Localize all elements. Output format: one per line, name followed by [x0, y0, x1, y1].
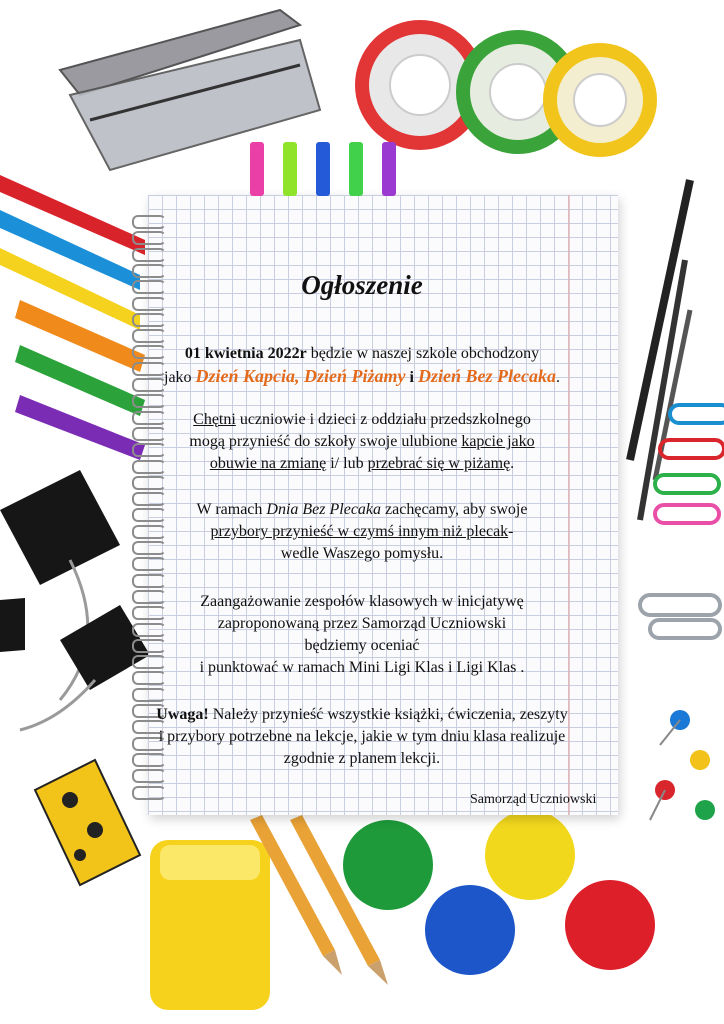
spiral-ring	[132, 786, 166, 800]
signature: Samorząd Uczniowski	[470, 792, 597, 807]
event-no-backpack: Dzień Bez Plecaka	[418, 366, 556, 386]
text-span: W ramach	[196, 501, 267, 518]
spiral-ring	[132, 688, 166, 702]
event-date: 01 kwietnia 2022r	[184, 345, 307, 362]
spiral-ring	[132, 394, 166, 408]
text-span: uczniowie i dzieci z oddziału przedszkolnego	[235, 411, 531, 428]
text-span: wedle Waszego pomysłu.	[280, 545, 444, 562]
text-span: Uwaga!	[156, 706, 209, 723]
clothespin-blue	[316, 142, 330, 196]
clothespin-pink	[250, 142, 264, 196]
text-span: i przybory potrzebne na lekcje, jakie w tym dniu klasa realizuje	[158, 728, 566, 745]
text-span: zaproponowaną przez Samorząd Uczniowski	[217, 615, 507, 632]
paragraph-date	[100, 343, 624, 389]
clothespin-green	[283, 142, 297, 196]
paragraph-no-backpack	[100, 499, 624, 565]
sharpener-icon	[150, 840, 270, 1010]
text-span: kapcie jako	[461, 433, 535, 450]
text-span: -	[508, 523, 514, 540]
clothespin-purple	[382, 142, 396, 196]
spiral-ring	[132, 329, 166, 343]
brushes-icon	[630, 180, 690, 520]
text-span: i/ lub	[326, 455, 368, 472]
text-span: .	[510, 455, 515, 472]
spiral-ring	[132, 313, 166, 327]
tape-rolls-icon	[362, 27, 650, 150]
text-span: będziemy oceniać	[304, 637, 420, 654]
paragraph-note	[100, 704, 624, 770]
spiral-ring	[132, 231, 166, 245]
announcement-title: Ogłoszenie	[301, 270, 423, 300]
text-span: jako	[164, 369, 196, 386]
text-span: .	[555, 369, 560, 386]
text-span: będzie w naszej szkole obchodzony	[306, 345, 540, 362]
text-span: Zaangażowanie zespołów klasowych w inicjatywę	[200, 593, 524, 610]
text-span: mogą przynieść do szkoły swoje ulubione	[189, 433, 462, 450]
text-span: i	[405, 369, 418, 386]
push-pins-icon	[650, 710, 715, 820]
paragraph-participants	[100, 409, 624, 475]
stapler-icon	[60, 10, 320, 170]
paragraph-competition	[100, 591, 624, 679]
magnets-icon	[343, 810, 655, 975]
text-span: Należy przynieść wszystkie książki, ćwiczenia, zeszyty	[208, 706, 568, 723]
text-span: zgodnie z planem lekcji.	[283, 750, 441, 767]
text-span: przebrać się w piżamę	[367, 455, 511, 472]
event-days: Dzień Kapcia, Dzień Piżamy	[195, 366, 406, 386]
clothespin-lime	[349, 142, 363, 196]
spiral-ring	[132, 248, 166, 262]
spiral-ring	[132, 476, 166, 490]
text-span: zachęcamy, aby swoje	[381, 501, 528, 518]
text-span: Dnia Bez Plecaka	[266, 501, 382, 518]
spiral-ring	[132, 574, 166, 588]
text-span: i punktować w ramach Mini Ligi Klas i Ligi Klas .	[199, 659, 525, 676]
eraser-icon	[35, 760, 140, 885]
spiral-ring	[132, 215, 166, 229]
text-span: Chętni	[193, 411, 236, 428]
text-span: obuwie na zmianę	[209, 455, 327, 472]
spiral-ring	[132, 769, 166, 783]
text-span: przybory przynieść w czymś innym niż plecak	[210, 523, 509, 540]
